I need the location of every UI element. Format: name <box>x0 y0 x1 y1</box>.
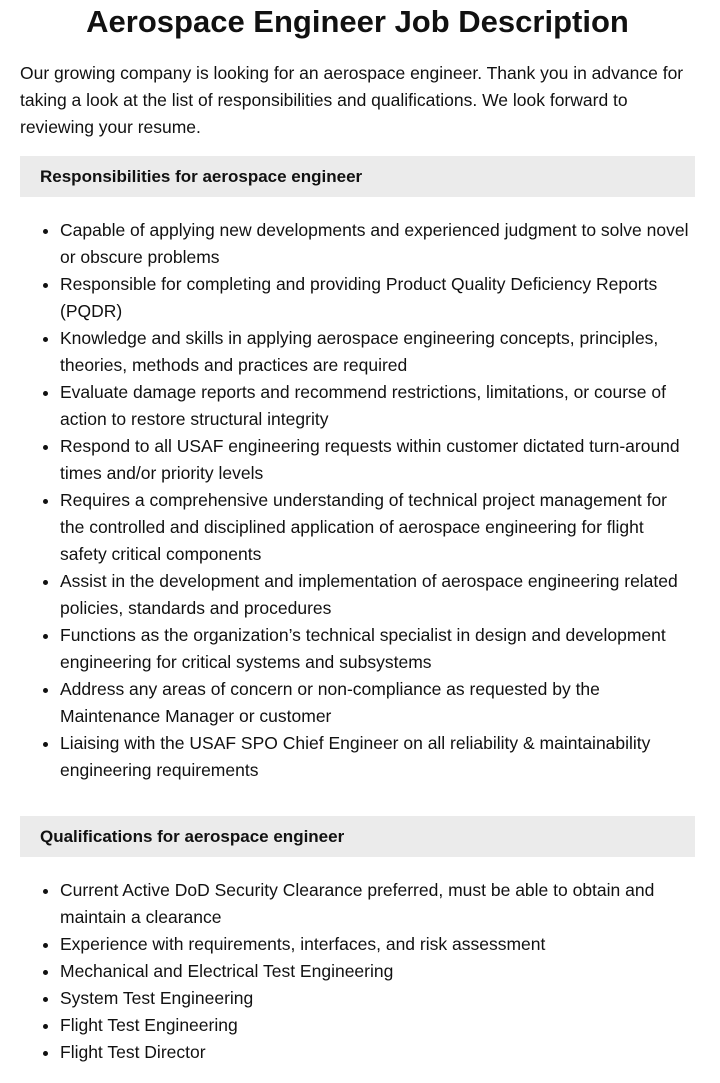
list-item: • Requires a comprehensive understanding of technical project management for the controlled and disciplined application of aerospace engineering for flight safety critical components <box>60 487 695 568</box>
list-item: • Responsible for completing and providing Product Quality Deficiency Reports (PQDR) <box>60 271 695 325</box>
responsibilities-heading: Responsibilities for aerospace engineer <box>20 156 695 197</box>
list-item: • Respond to all USAF engineering requests within customer dictated turn-around times and/or priority levels <box>60 433 695 487</box>
list-item: • Address any areas of concern or non-compliance as requested by the Maintenance Manager or customer <box>60 676 695 730</box>
list-item: • Knowledge and skills in applying aerospace engineering concepts, principles, theories, methods and practices are required <box>60 325 695 379</box>
list-item: • Functions as the organization’s technical specialist in design and development engineering for critical systems and subsystems <box>60 622 695 676</box>
qualifications-list <box>20 877 695 1066</box>
list-item: • Assist in the development and implementation of aerospace engineering related policies, standards and procedures <box>60 568 695 622</box>
list-item: • Current Active DoD Security Clearance preferred, must be able to obtain and maintain a clearance <box>60 877 695 931</box>
list-item: • Experience with requirements, interfaces, and risk assessment <box>60 931 695 958</box>
list-item: • Mechanical and Electrical Test Engineering <box>60 958 695 985</box>
list-item: • Flight Test Director <box>60 1039 695 1066</box>
list-item: • Capable of applying new developments and experienced judgment to solve novel or obscure problems <box>60 217 695 271</box>
list-item: • Liaising with the USAF SPO Chief Engineer on all reliability & maintainability engineering requirements <box>60 730 695 784</box>
list-item: • Evaluate damage reports and recommend restrictions, limitations, or course of action to restore structural integrity <box>60 379 695 433</box>
responsibilities-list <box>20 217 695 784</box>
page-title: Aerospace Engineer Job Description <box>86 4 629 39</box>
list-item: • Flight Test Engineering <box>60 1012 695 1039</box>
list-item: • System Test Engineering <box>60 985 695 1012</box>
qualifications-heading: Qualifications for aerospace engineer <box>20 816 695 857</box>
intro-paragraph: Our growing company is looking for an aerospace engineer. Thank you in advance for taking a look at the list of responsibilities and qualifications. We look forward to reviewing your resume. <box>20 63 684 137</box>
